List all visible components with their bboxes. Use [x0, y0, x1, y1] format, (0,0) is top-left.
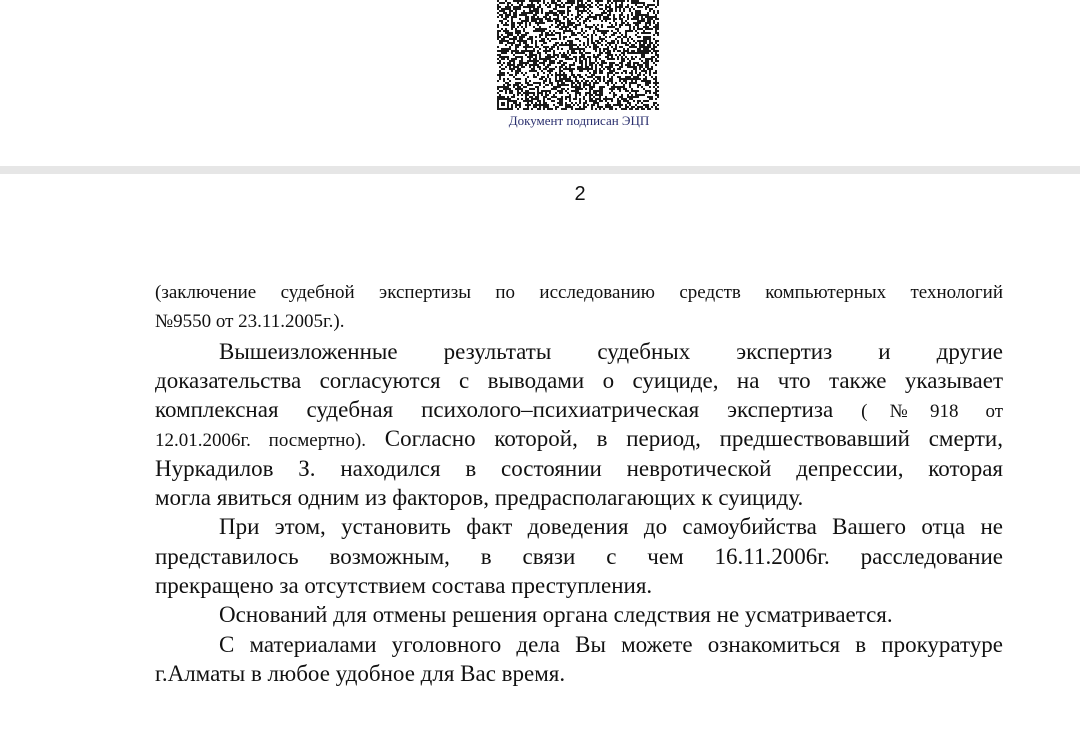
- qr-code: [497, 0, 659, 110]
- text-line: прекращено за отсутствием состава преступления.: [155, 572, 653, 598]
- text-line: доказательства согласуются с выводами о суициде, на что также указывает: [155, 367, 1003, 393]
- qr-code-graphic: [497, 0, 659, 110]
- text-fragment-small: 12.01.2006г. посмертно).: [155, 430, 366, 452]
- text-line: представилось возможным, в связи с чем 16.11.2006г. расследование: [155, 543, 1003, 569]
- text-line: (заключение судебной экспертизы по исследованию средств компьютерных технологий: [155, 282, 1003, 303]
- page-separator: [0, 166, 1080, 174]
- paragraph-start-line: Оснований для отмены решения органа следствия не усматривается.: [219, 602, 893, 628]
- text-line: г.Алматы в любое удобное для Вас время.: [155, 660, 566, 686]
- text-line: могла явиться одним из факторов, предрасполагающих к суициду.: [155, 485, 804, 511]
- text-fragment: Согласно которой, в период, предшествовавший смерти,: [384, 426, 1003, 452]
- document-body: [155, 278, 1003, 688]
- paragraph-start-line: С материалами уголовного дела Вы можете ознакомиться в прокуратуре: [219, 631, 1003, 657]
- paragraph-start-line: При этом, установить факт доведения до самоубийства Вашего отца не: [219, 514, 1003, 540]
- document-page: [0, 174, 1080, 734]
- text-fragment: комплексная судебная психолого–психиатрическая экспертиза: [155, 397, 834, 423]
- text-fragment-small: (№918 от: [861, 401, 1003, 423]
- signature-caption: Документ подписан ЭЦП: [508, 113, 650, 128]
- text-line: [155, 424, 1003, 453]
- text-line: [155, 395, 1003, 424]
- text-line: №9550 от 23.11.2005г.).: [155, 311, 345, 333]
- previous-page-fragment: [0, 0, 1080, 166]
- text-line: Нуркадилов З. находился в состоянии невротической депрессии, которая: [155, 455, 1003, 481]
- paragraph-start-line: Вышеизложенные результаты судебных экспертиз и другие: [219, 338, 1003, 364]
- page-number: 2: [574, 183, 586, 205]
